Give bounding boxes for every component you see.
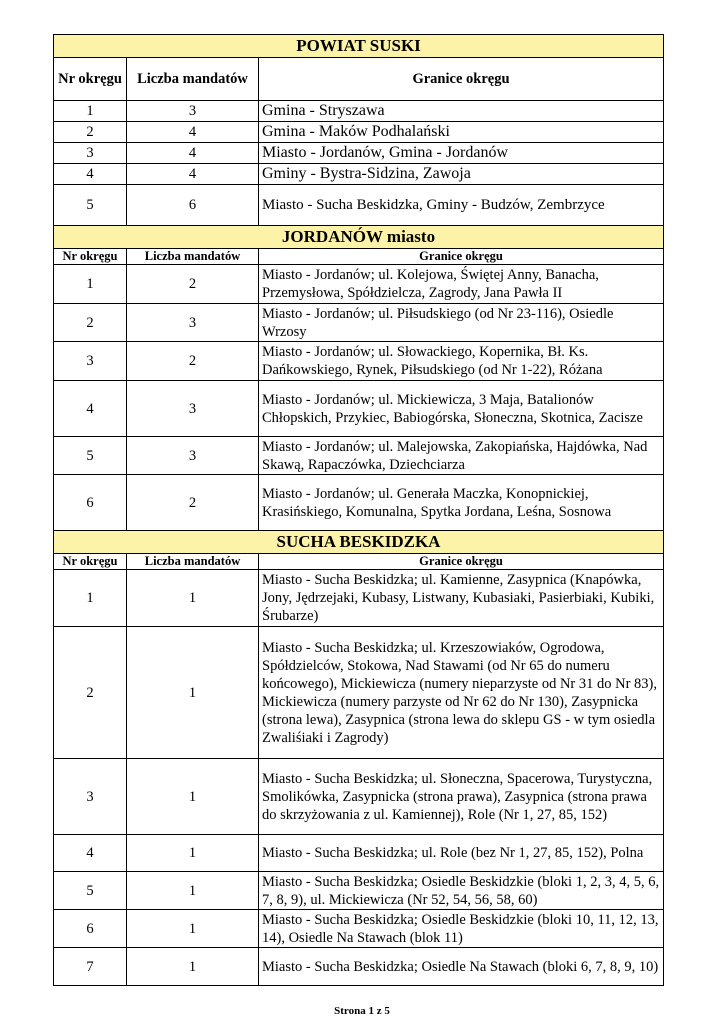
cell-nr: 5: [54, 437, 127, 475]
cell-nr: 4: [54, 835, 127, 872]
header-nr: Nr okręgu: [54, 58, 127, 101]
cell-granice: Miasto - Sucha Beskidzka; Osiedle Beskidzkie (bloki 10, 11, 12, 13, 14), Osiedle Na Stawach (blok 11): [259, 910, 664, 948]
table-row: [54, 342, 664, 381]
table-row: [54, 381, 664, 437]
cell-granice: Gmina - Maków Podhalański: [259, 122, 664, 143]
header-granice: Granice okręgu: [259, 554, 664, 570]
cell-granice: Miasto - Jordanów, Gmina - Jordanów: [259, 143, 664, 164]
cell-granice: Miasto - Sucha Beskidzka; Osiedle Beskidzkie (bloki 1, 2, 3, 4, 5, 6, 7, 8, 9), ul. Mickiewicza (Nr 52, 54, 56, 58, 60): [259, 872, 664, 910]
header-granice: Granice okręgu: [259, 249, 664, 265]
cell-mandaty: 4: [127, 122, 259, 143]
table-row: [54, 475, 664, 531]
cell-mandaty: 1: [127, 759, 259, 835]
column-header-row: [54, 554, 664, 570]
table-row: [54, 265, 664, 304]
cell-nr: 3: [54, 759, 127, 835]
cell-nr: 3: [54, 143, 127, 164]
cell-mandaty: 4: [127, 143, 259, 164]
table-row: [54, 143, 664, 164]
header-mandaty: Liczba mandatów: [127, 58, 259, 101]
table-row: [54, 835, 664, 872]
table-row: [54, 759, 664, 835]
cell-nr: 1: [54, 570, 127, 627]
cell-mandaty: 2: [127, 265, 259, 304]
column-header-row: [54, 58, 664, 101]
cell-nr: 6: [54, 475, 127, 531]
table-row: [54, 164, 664, 185]
cell-nr: 5: [54, 872, 127, 910]
cell-mandaty: 1: [127, 835, 259, 872]
table-row: [54, 948, 664, 986]
cell-mandaty: 3: [127, 437, 259, 475]
table-row: [54, 872, 664, 910]
cell-mandaty: 1: [127, 910, 259, 948]
table-row: [54, 101, 664, 122]
cell-mandaty: 3: [127, 381, 259, 437]
cell-granice: Miasto - Jordanów; ul. Słowackiego, Kopernika, Bł. Ks. Dańkowskiego, Rynek, Piłsudskiego (od Nr 1-22), Różana: [259, 342, 664, 381]
header-nr: Nr okręgu: [54, 249, 127, 265]
header-mandaty: Liczba mandatów: [127, 554, 259, 570]
cell-mandaty: 3: [127, 101, 259, 122]
section-title: JORDANÓW miasto: [54, 226, 664, 249]
cell-mandaty: 2: [127, 475, 259, 531]
cell-granice: Gminy - Bystra-Sidzina, Zawoja: [259, 164, 664, 185]
section-header-jordanow: [54, 226, 664, 249]
cell-granice: Miasto - Sucha Beskidzka; ul. Kamienne, Zasypnica (Knapówka, Jony, Jędrzejaki, Kubasy, Listwany, Kubasiaki, Pasierbiaki, Kubiki, Śrubarze): [259, 570, 664, 627]
cell-mandaty: 6: [127, 185, 259, 226]
cell-granice: Miasto - Jordanów; ul. Kolejowa, Świętej Anny, Banacha, Przemysłowa, Spółdzielcza, Zagrody, Jana Pawła II: [259, 265, 664, 304]
cell-mandaty: 1: [127, 948, 259, 986]
cell-granice: Miasto - Sucha Beskidzka; ul. Krzeszowiaków, Ogrodowa, Spółdzielców, Stokowa, Nad Stawami (od Nr 65 do numeru końcowego), Mickiewicza (numery nieparzyste od Nr 31 do Nr 83), Mickiewicza (numery parzyste od Nr 62 do Nr 130), Zasypnicka (strona lewa), Zasypnica (strona lewa do sklepu GS - w tym osiedla Zwaliśiaki i Zagrody): [259, 627, 664, 759]
cell-mandaty: 1: [127, 627, 259, 759]
section-title: POWIAT SUSKI: [54, 35, 664, 58]
cell-granice: Miasto - Sucha Beskidzka, Gminy - Budzów, Zembrzyce: [259, 185, 664, 226]
table-row: [54, 304, 664, 342]
cell-nr: 1: [54, 265, 127, 304]
cell-nr: 2: [54, 304, 127, 342]
cell-mandaty: 2: [127, 342, 259, 381]
cell-nr: 6: [54, 910, 127, 948]
column-header-row: [54, 249, 664, 265]
table-row: [54, 185, 664, 226]
districts-table: [53, 34, 664, 986]
header-nr: Nr okręgu: [54, 554, 127, 570]
page-number: Strona 1 z 5: [334, 1005, 390, 1017]
table-row: [54, 910, 664, 948]
cell-mandaty: 1: [127, 570, 259, 627]
cell-granice: Miasto - Jordanów; ul. Malejowska, Zakopiańska, Hajdówka, Nad Skawą, Rapaczówka, Dziechciarza: [259, 437, 664, 475]
cell-mandaty: 3: [127, 304, 259, 342]
cell-granice: Miasto - Jordanów; ul. Piłsudskiego (od Nr 23-116), Osiedle Wrzosy: [259, 304, 664, 342]
cell-nr: 2: [54, 122, 127, 143]
section-header-sucha: [54, 531, 664, 554]
section-title: SUCHA BESKIDZKA: [54, 531, 664, 554]
cell-granice: Miasto - Jordanów; ul. Mickiewicza, 3 Maja, Batalionów Chłopskich, Przykiec, Babiogórska, Słoneczna, Skotnica, Zacisze: [259, 381, 664, 437]
header-mandaty: Liczba mandatów: [127, 249, 259, 265]
cell-granice: Miasto - Sucha Beskidzka; Osiedle Na Stawach (bloki 6, 7, 8, 9, 10): [259, 948, 664, 986]
cell-granice: Gmina - Stryszawa: [259, 101, 664, 122]
cell-nr: 2: [54, 627, 127, 759]
cell-nr: 5: [54, 185, 127, 226]
cell-nr: 1: [54, 101, 127, 122]
cell-mandaty: 4: [127, 164, 259, 185]
cell-mandaty: 1: [127, 872, 259, 910]
cell-granice: Miasto - Jordanów; ul. Generała Maczka, Konopnickiej, Krasińskiego, Komunalna, Spytka Jordana, Leśna, Sosnowa: [259, 475, 664, 531]
cell-granice: Miasto - Sucha Beskidzka; ul. Słoneczna, Spacerowa, Turystyczna, Smolikówka, Zasypnicka (strona prawa), Zasypnica (strona prawa do skrzyżowania z ul. Kamiennej), Role (Nr 1, 27, 85, 152): [259, 759, 664, 835]
table-row: [54, 437, 664, 475]
cell-nr: 3: [54, 342, 127, 381]
cell-nr: 7: [54, 948, 127, 986]
table-row: [54, 627, 664, 759]
table-row: [54, 570, 664, 627]
header-granice: Granice okręgu: [259, 58, 664, 101]
cell-nr: 4: [54, 164, 127, 185]
cell-nr: 4: [54, 381, 127, 437]
table-row: [54, 122, 664, 143]
cell-granice: Miasto - Sucha Beskidzka; ul. Role (bez Nr 1, 27, 85, 152), Polna: [259, 835, 664, 872]
section-header-powiat: [54, 35, 664, 58]
